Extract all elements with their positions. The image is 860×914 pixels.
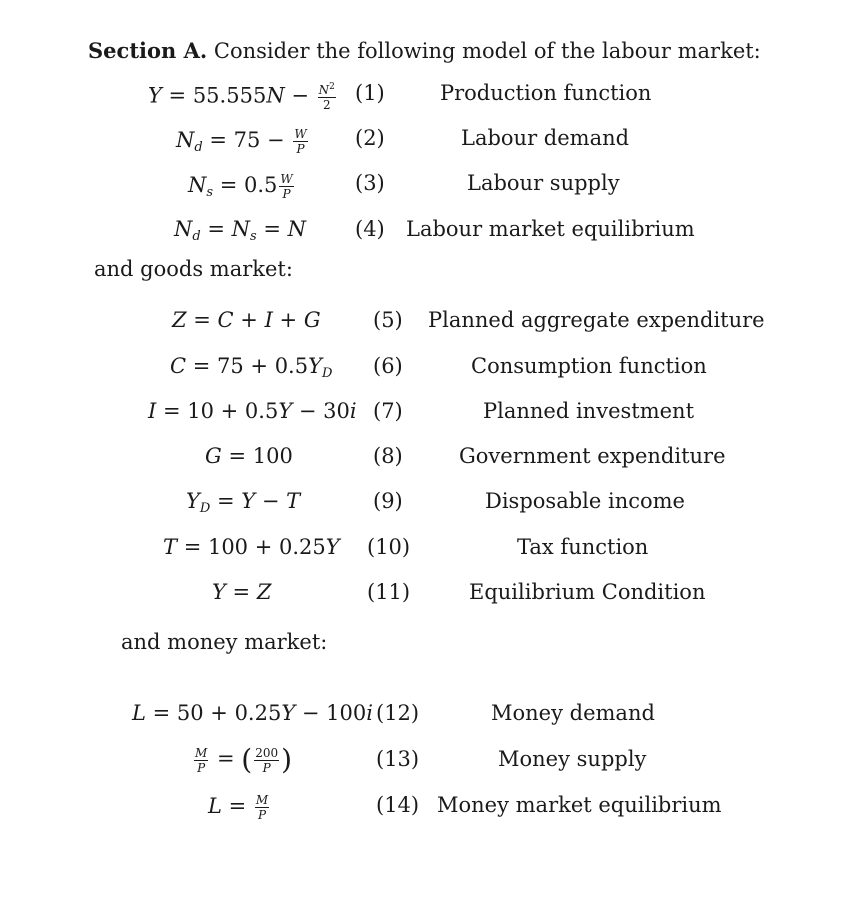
equation-5: Z = C + I + G (172, 308, 321, 332)
equation-1: Y = 55.555N − $\frac{N^2}{2}$ (148, 82, 335, 112)
equation-description: Planned aggregate expenditure (428, 308, 765, 332)
equation-description: Money supply (498, 747, 647, 771)
section-intro: Consider the following model of the labour market: (213, 39, 761, 63)
section-label: Section A. (88, 38, 208, 63)
equation-10: T = 100 + 0.25Y (163, 535, 340, 559)
equation-11: Y = Z (212, 580, 272, 604)
equation-description: Production function (440, 81, 652, 105)
equation-number: (12) (376, 701, 420, 725)
equation-number: (1) (355, 81, 385, 105)
equation-description: Labour supply (467, 171, 620, 195)
equation-9: $Y_D = Y - T$ (186, 489, 301, 516)
equation-2: $N_d = 75$ − $\frac{W}{P}$ (176, 127, 307, 156)
equation-description: Money market equilibrium (437, 793, 722, 817)
equation-12: L = 50 + 0.25Y − 100i (132, 701, 373, 725)
equation-description: Labour market equilibrium (406, 217, 695, 241)
money-intro: and money market: (121, 630, 328, 654)
equation-description: Money demand (491, 701, 655, 725)
equation-number: (8) (373, 444, 403, 468)
equation-number: (10) (367, 535, 411, 559)
equation-number: (6) (373, 354, 403, 378)
equation-description: Disposable income (485, 489, 685, 513)
section-heading (88, 40, 761, 62)
equation-number: (11) (367, 580, 411, 604)
equation-description: Equilibrium Condition (469, 580, 706, 604)
equation-number: (5) (373, 308, 403, 332)
equation-description: Labour demand (461, 126, 630, 150)
equation-number: (13) (376, 747, 420, 771)
equation-number: (14) (376, 793, 420, 817)
equation-8: G = 100 (205, 444, 293, 468)
equation-14: L = $\frac{M}{P}$ (208, 793, 269, 822)
equation-number: (9) (373, 489, 403, 513)
equation-number: (7) (373, 399, 403, 423)
equation-number: (4) (355, 217, 385, 241)
goods-intro: and goods market: (94, 257, 293, 281)
equation-description: Consumption function (471, 354, 707, 378)
equation-description: Tax function (517, 535, 649, 559)
equation-13: $\frac{M}{P}$ = ( $\frac{200}{P}$ ) (195, 743, 293, 776)
equation-number: (2) (355, 126, 385, 150)
equation-number: (3) (355, 171, 385, 195)
equation-3: $N_s = 0.5$ $\frac{W}{P}$ (188, 172, 293, 201)
equation-description: Government expenditure (459, 444, 726, 468)
equation-7: I = 10 + 0.5Y − 30i (148, 399, 357, 423)
equation-6: $C = 75 + 0.5Y_D$ (170, 354, 333, 381)
equation-description: Planned investment (483, 399, 695, 423)
equation-4: $N_d = N_s = N$ (174, 217, 307, 244)
